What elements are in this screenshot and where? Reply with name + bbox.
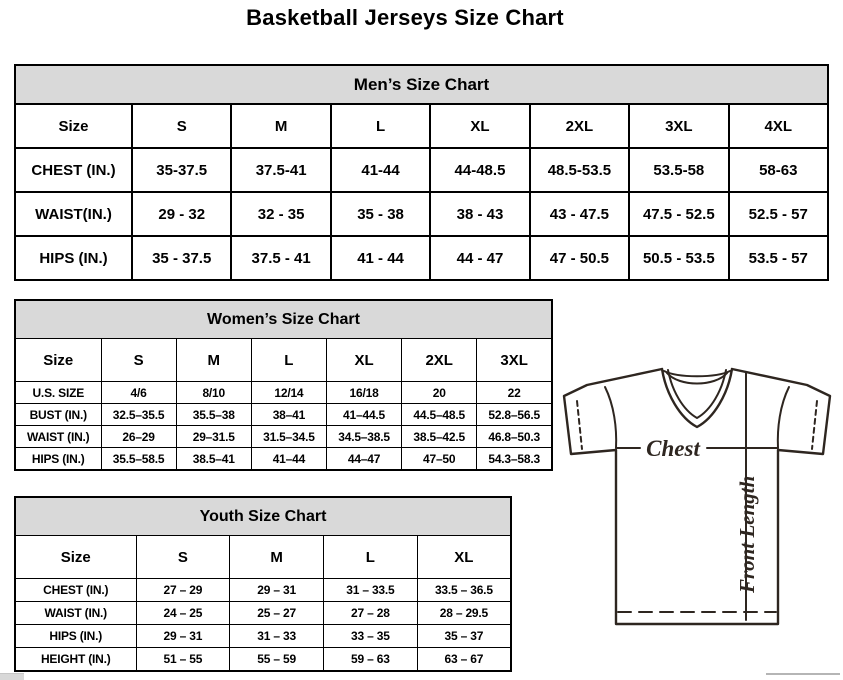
mens-cell: 43 - 47.5 [530,192,629,236]
womens-header-row [15,339,552,382]
mens-col-header-4xl: 4XL [729,104,828,148]
mens-cell: 44-48.5 [430,148,529,192]
mens-col-header-s: S [132,104,231,148]
mens-col-header-m: M [231,104,330,148]
youth-col-header-size: Size [15,536,136,579]
womens-col-header-s: S [101,339,176,382]
womens-cell: 26–29 [101,426,176,448]
mens-row-label-chest: CHEST (IN.) [15,148,132,192]
mens-cell: 53.5 - 57 [729,236,828,280]
womens-size-table [14,299,553,471]
youth-cell: 55 – 59 [230,648,324,672]
mens-chest-row [15,148,828,192]
youth-cell: 33.5 – 36.5 [417,579,511,602]
youth-cell: 27 – 28 [324,602,418,625]
mens-col-header-3xl: 3XL [629,104,728,148]
womens-cell: 44–47 [326,448,401,471]
mens-cell: 35 - 38 [331,192,430,236]
womens-col-header-2xl: 2XL [402,339,477,382]
womens-cell: 44.5–48.5 [402,404,477,426]
youth-cell: 51 – 55 [136,648,230,672]
youth-cell: 29 – 31 [136,625,230,648]
left-armhole-seam [605,387,616,448]
womens-cell: 20 [402,382,477,404]
mens-header-row [15,104,828,148]
collar-top-arc-icon [664,371,730,376]
youth-cell: 31 – 33 [230,625,324,648]
womens-waist-row [15,426,552,448]
youth-waist-row [15,602,511,625]
mens-cell: 44 - 47 [430,236,529,280]
youth-cell: 63 – 67 [417,648,511,672]
mens-cell: 37.5-41 [231,148,330,192]
jersey-measurement-diagram [556,360,841,672]
youth-size-table [14,496,512,672]
front-length-label: Front Length [735,475,759,593]
womens-cell: 38–41 [251,404,326,426]
mens-cell: 41-44 [331,148,430,192]
youth-cell: 24 – 25 [136,602,230,625]
mens-cell: 29 - 32 [132,192,231,236]
youth-table-caption: Youth Size Chart [15,497,511,536]
womens-cell: 47–50 [402,448,477,471]
womens-cell: 4/6 [101,382,176,404]
womens-cell: 38.5–41 [176,448,251,471]
womens-col-header-size: Size [15,339,101,382]
youth-cell: 29 – 31 [230,579,324,602]
mens-cell: 35 - 37.5 [132,236,231,280]
youth-col-header-xl: XL [417,536,511,579]
womens-cell: 46.8–50.3 [477,426,552,448]
mens-col-header-xl: XL [430,104,529,148]
youth-cell: 31 – 33.5 [324,579,418,602]
womens-col-header-xl: XL [326,339,401,382]
right-cuff-stitch-line [812,401,817,449]
womens-col-header-3xl: 3XL [477,339,552,382]
womens-cell: 35.5–58.5 [101,448,176,471]
mens-table-caption: Men’s Size Chart [15,65,828,104]
mens-row-label-hips: HIPS (IN.) [15,236,132,280]
youth-cell: 59 – 63 [324,648,418,672]
chest-label: Chest [646,436,700,461]
womens-col-header-m: M [176,339,251,382]
mens-waist-row [15,192,828,236]
mens-cell: 52.5 - 57 [729,192,828,236]
youth-cell: 28 – 29.5 [417,602,511,625]
left-cuff-stitch-line [577,401,582,449]
mens-col-header-2xl: 2XL [530,104,629,148]
womens-row-label-bust: BUST (IN.) [15,404,101,426]
mens-cell: 47.5 - 52.5 [629,192,728,236]
womens-ussize-row [15,382,552,404]
youth-row-label-height: HEIGHT (IN.) [15,648,136,672]
womens-cell: 12/14 [251,382,326,404]
womens-cell: 35.5–38 [176,404,251,426]
womens-table-caption: Women’s Size Chart [15,300,552,339]
youth-chest-row [15,579,511,602]
mens-cell: 53.5-58 [629,148,728,192]
youth-cell: 33 – 35 [324,625,418,648]
mens-hips-row [15,236,828,280]
mens-cell: 50.5 - 53.5 [629,236,728,280]
womens-row-label-waist: WAIST (IN.) [15,426,101,448]
mens-cell: 41 - 44 [331,236,430,280]
mens-cell: 48.5-53.5 [530,148,629,192]
womens-hips-row [15,448,552,471]
womens-col-header-l: L [251,339,326,382]
youth-col-header-s: S [136,536,230,579]
womens-cell: 16/18 [326,382,401,404]
mens-cell: 47 - 50.5 [530,236,629,280]
youth-cell: 35 – 37 [417,625,511,648]
womens-cell: 34.5–38.5 [326,426,401,448]
womens-row-label-ussize: U.S. SIZE [15,382,101,404]
mens-cell: 58-63 [729,148,828,192]
womens-cell: 52.8–56.5 [477,404,552,426]
womens-cell: 41–44 [251,448,326,471]
right-armhole-seam [778,387,789,448]
youth-row-label-waist: WAIST (IN.) [15,602,136,625]
womens-cell: 29–31.5 [176,426,251,448]
youth-row-label-chest: CHEST (IN.) [15,579,136,602]
womens-cell: 22 [477,382,552,404]
womens-cell: 41–44.5 [326,404,401,426]
mens-cell: 32 - 35 [231,192,330,236]
youth-col-header-m: M [230,536,324,579]
womens-cell: 32.5–35.5 [101,404,176,426]
mens-size-table [14,64,829,281]
womens-cell: 38.5–42.5 [402,426,477,448]
mens-cell: 38 - 43 [430,192,529,236]
youth-cell: 27 – 29 [136,579,230,602]
youth-header-row [15,536,511,579]
mens-row-label-waist: WAIST(IN.) [15,192,132,236]
scrollbar-fragment-right[interactable] [766,673,840,675]
mens-cell: 37.5 - 41 [231,236,330,280]
youth-col-header-l: L [324,536,418,579]
youth-hips-row [15,625,511,648]
mens-col-header-size: Size [15,104,132,148]
womens-bust-row [15,404,552,426]
womens-cell: 8/10 [176,382,251,404]
mens-cell: 35-37.5 [132,148,231,192]
womens-cell: 31.5–34.5 [251,426,326,448]
youth-row-label-hips: HIPS (IN.) [15,625,136,648]
youth-height-row [15,648,511,672]
youth-cell: 25 – 27 [230,602,324,625]
jersey-outline [564,369,830,624]
womens-cell: 54.3–58.3 [477,448,552,471]
womens-row-label-hips: HIPS (IN.) [15,448,101,471]
mens-col-header-l: L [331,104,430,148]
page-title: Basketball Jerseys Size Chart [246,5,564,30]
